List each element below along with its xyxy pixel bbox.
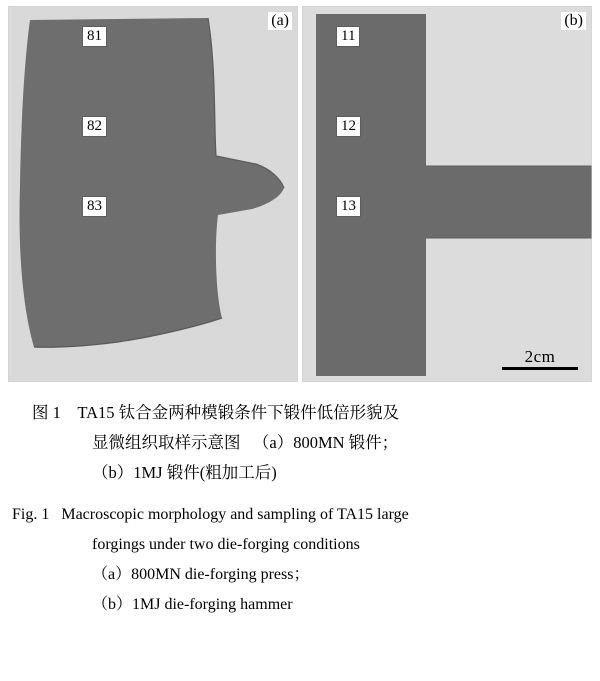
sample-marker-82: 82 [82,116,107,137]
panel-b-specimen-image [302,6,592,382]
panel-b-label: (b) [561,12,586,30]
figure-container [8,6,592,382]
sample-marker-11: 11 [336,26,360,47]
sample-marker-13: 13 [336,196,361,217]
scale-bar-line [502,367,578,370]
caption-en-line-2: forgings under two die-forging conditions [92,536,360,553]
figure-panel-b [302,6,592,382]
sample-marker-81: 81 [82,26,107,47]
caption-cn-line-3: （b）1MJ 锻件(粗加工后) [92,463,277,482]
caption-en-line-3: （a）800MN die-forging press； [92,566,310,583]
caption-en-line-4: （b）1MJ die-forging hammer [92,596,293,613]
figure-panel-a [8,6,298,382]
sample-marker-12: 12 [336,116,361,137]
scale-bar [502,348,578,370]
sample-marker-83: 83 [82,196,107,217]
caption-cn-line-2: 显微组织取样示意图 （a）800MN 锻件； [92,433,399,452]
caption-en-line-1: Fig. 1 Macroscopic morphology and sampling of TA15 large [12,506,409,523]
panel-a-specimen-image [8,6,298,382]
panel-a-label: (a) [268,12,292,30]
figure-caption [0,398,600,620]
caption-cn-line-1: 图 1 TA15 钛合金两种模锻条件下锻件低倍形貌及 [32,403,400,422]
scale-bar-label: 2cm [524,347,556,366]
